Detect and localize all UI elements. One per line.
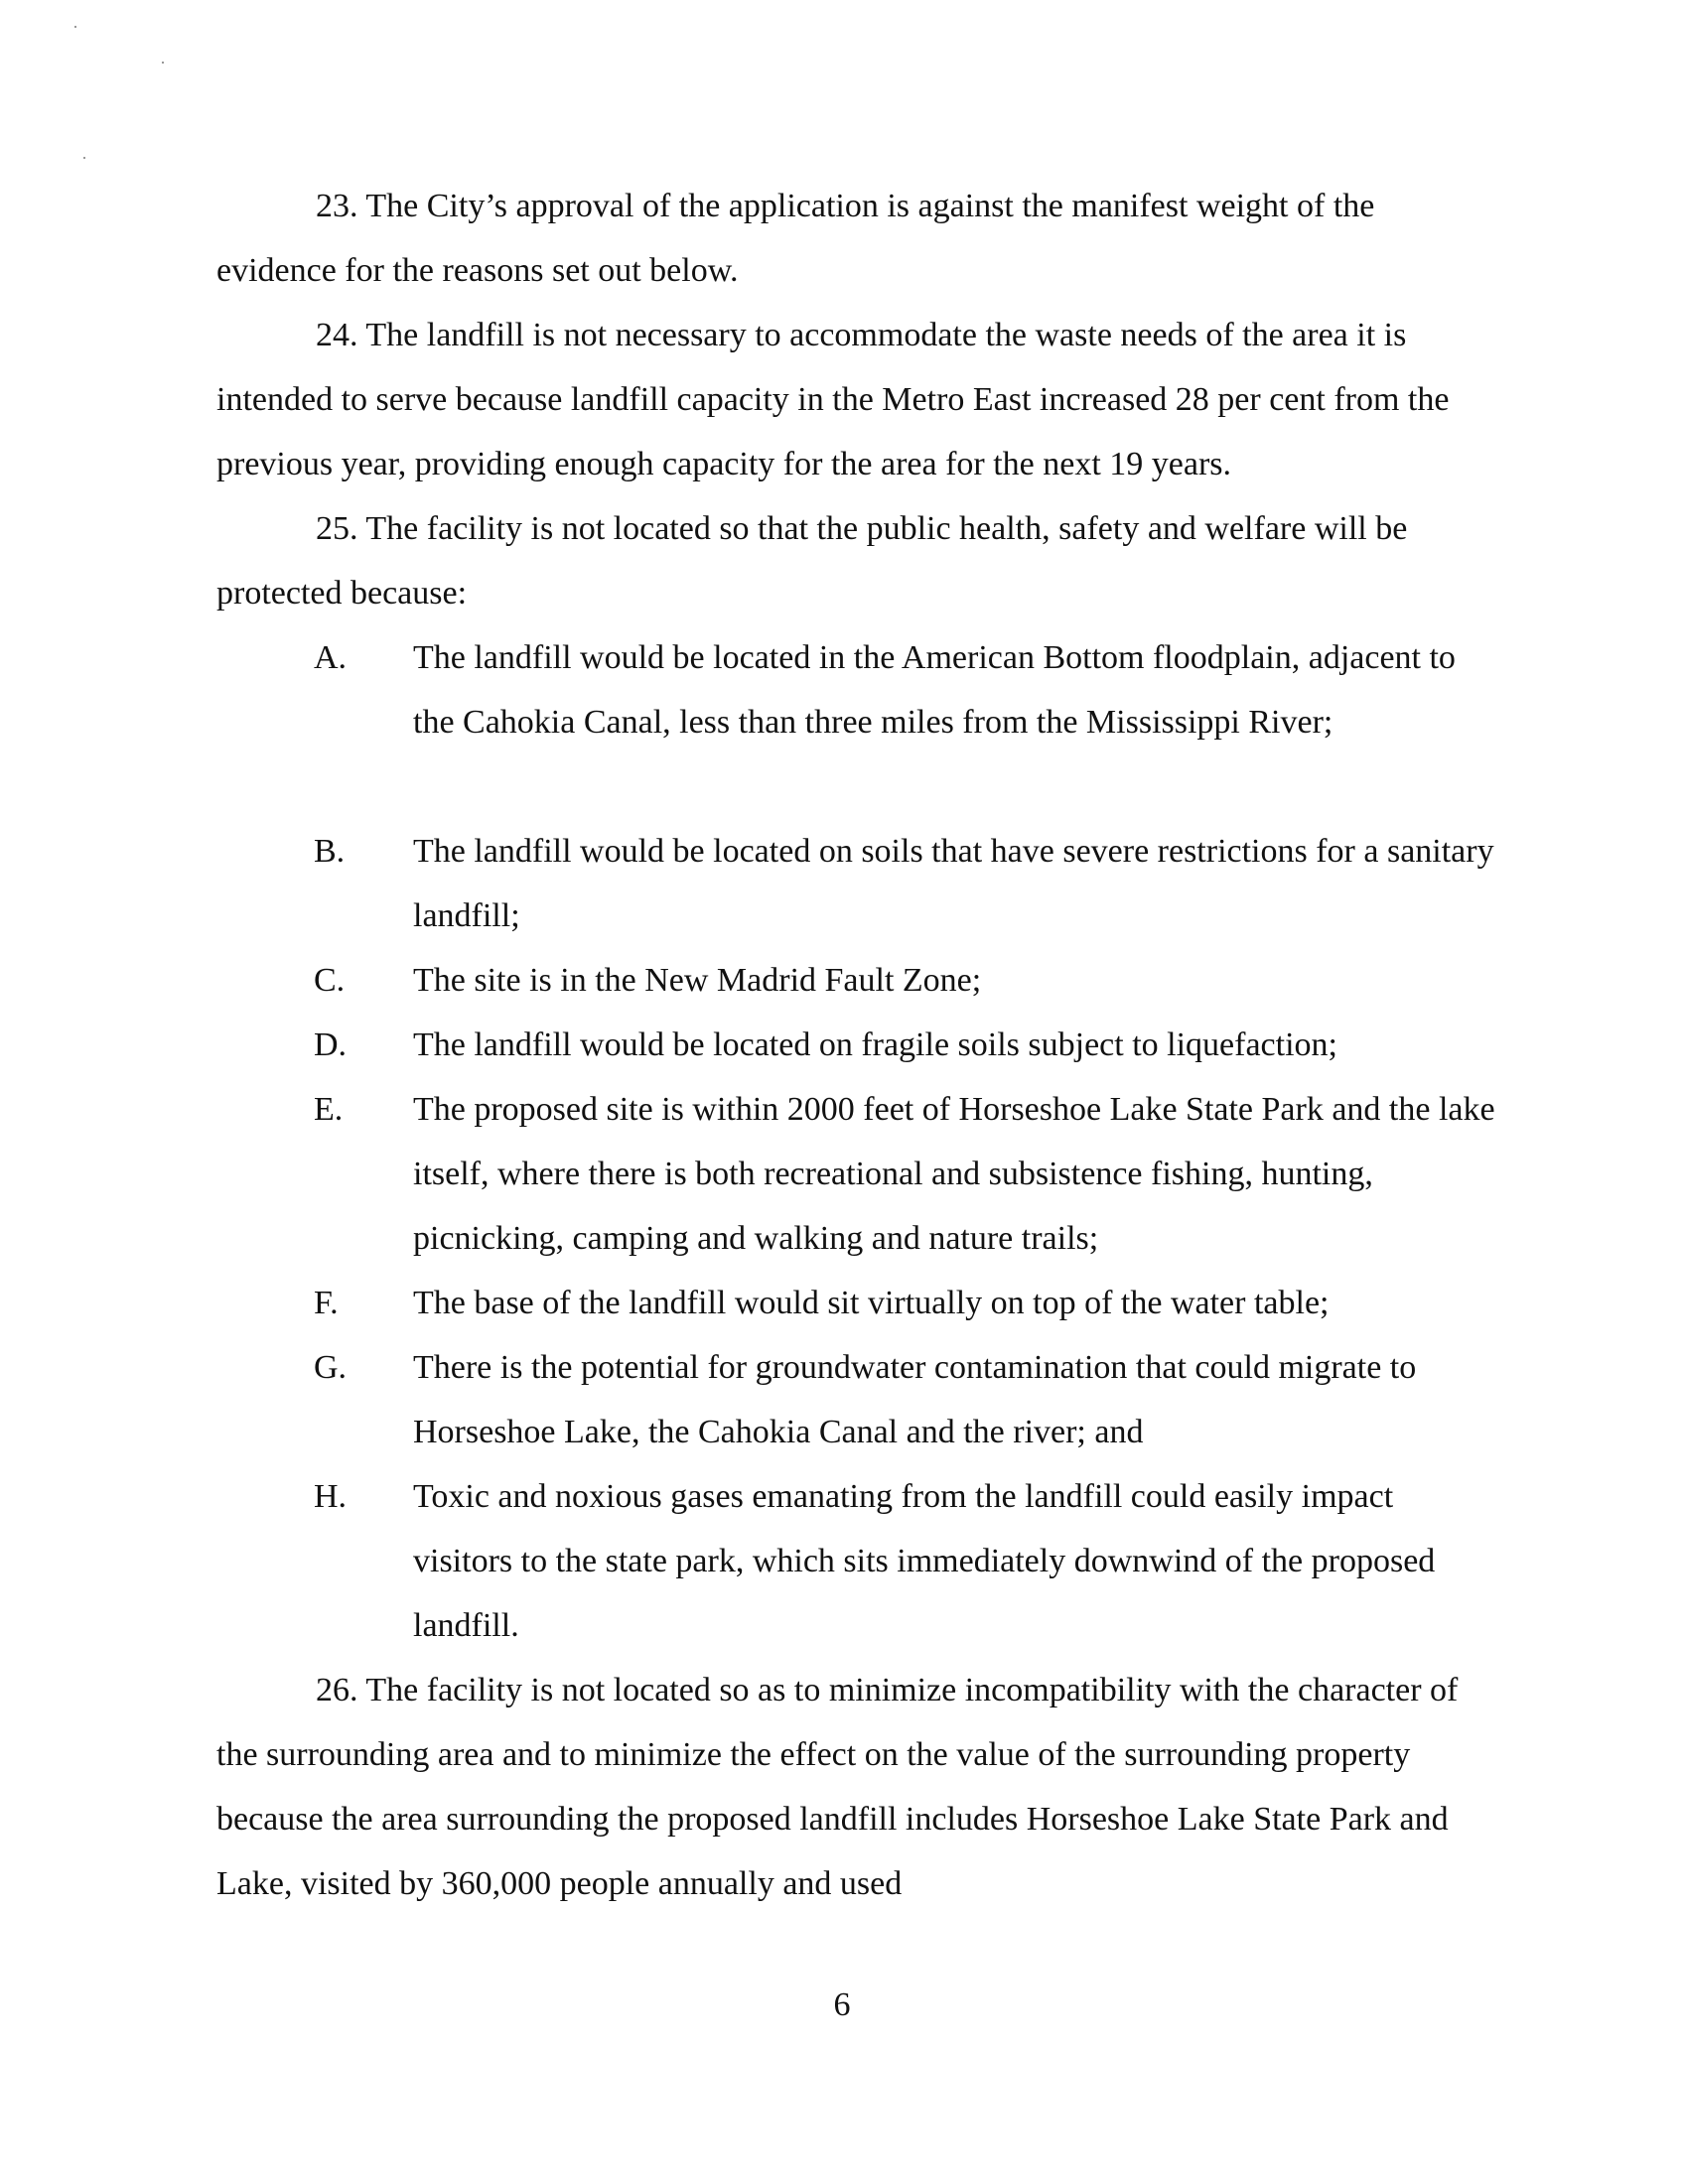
list-item-text: The proposed site is within 2000 feet of Horseshoe Lake State Park and the lake itself, where there is both recreational and subsistence fishing, hunting, picnicking, camping and walking and nature trails;: [413, 1091, 1495, 1257]
list-item-h: [314, 1464, 1495, 1658]
list-item-text: The landfill would be located on fragile soils subject to liquefaction;: [413, 1026, 1337, 1063]
list-item-letter: F.: [314, 1285, 339, 1321]
list-item-letter: B.: [314, 833, 346, 870]
list-item-text: The base of the landfill would sit virtually on top of the water table;: [413, 1285, 1330, 1321]
scan-speck: [74, 26, 76, 28]
list-item-b: [314, 819, 1495, 948]
list-item-c: [314, 948, 1495, 1013]
paragraph-23: 23. The City’s approval of the application is against the manifest weight of the evidence for the reasons set out below.: [216, 188, 1375, 289]
list-item-letter: C.: [314, 962, 346, 999]
list-item-text: Toxic and noxious gases emanating from the landfill could easily impact visitors to the state park, which sits immediately downwind of the proposed landfill.: [413, 1478, 1436, 1644]
list-item-text: There is the potential for groundwater contamination that could migrate to Horseshoe Lake, the Cahokia Canal and the river; and: [413, 1349, 1417, 1450]
list-item-letter: E.: [314, 1091, 344, 1128]
list-item-letter: H.: [314, 1478, 348, 1515]
scan-speck: [83, 157, 85, 159]
list-item-a: [314, 625, 1495, 754]
paragraph-25: 25. The facility is not located so that the public health, safety and welfare will be protected because:: [216, 510, 1408, 612]
list-item-text: The landfill would be located in the American Bottom floodplain, adjacent to the Cahokia Canal, less than three miles from the Mississippi River;: [413, 639, 1456, 741]
list-item-f: [314, 1271, 1495, 1335]
list-item-text: The site is in the New Madrid Fault Zone;: [413, 962, 982, 999]
list-item-letter: D.: [314, 1026, 348, 1063]
paragraph-24: 24. The landfill is not necessary to accommodate the waste needs of the area it is intended to serve because landfill capacity in the Metro East increased 28 per cent from the previous year, providing enough capacity for the area for the next 19 years.: [216, 317, 1450, 482]
list-item-letter: G.: [314, 1349, 348, 1386]
list-item-letter: A.: [314, 639, 348, 676]
list-item-text: The landfill would be located on soils that have severe restrictions for a sanitary landfill;: [413, 833, 1494, 934]
page-number: 6: [833, 1986, 851, 2023]
list-item-e: [314, 1077, 1495, 1271]
list-item-g: [314, 1335, 1495, 1464]
paragraph-26: 26. The facility is not located so as to minimize incompatibility with the character of the surrounding area and to minimize the effect on the value of the surrounding property because the area surrounding the proposed landfill includes Horseshoe Lake State Park and Lake, visited by 360,000 people annually and used: [216, 1672, 1459, 1902]
scan-speck: [162, 62, 164, 64]
list-item-d: [314, 1013, 1495, 1077]
